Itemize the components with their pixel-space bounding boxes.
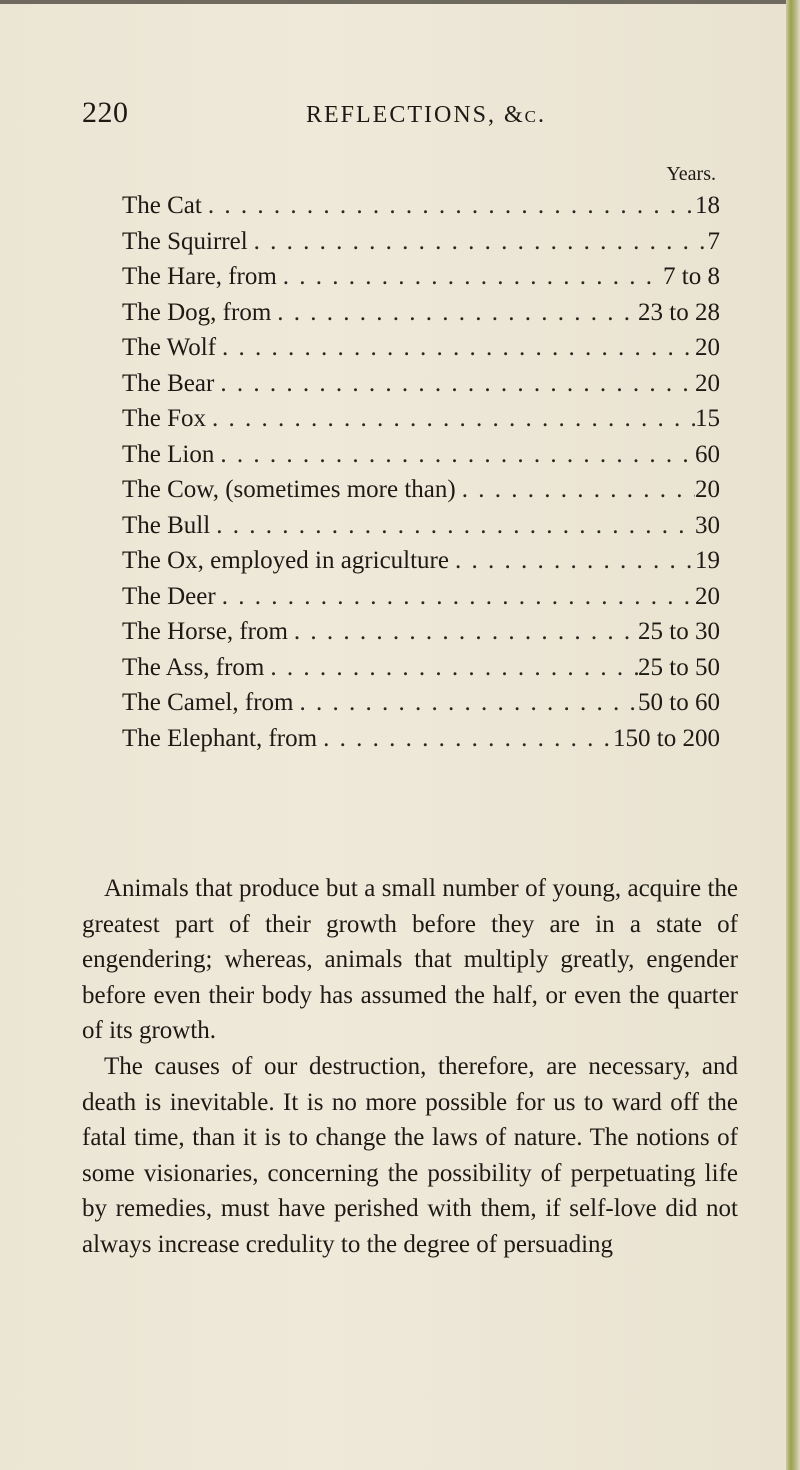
- paragraph: Animals that produce but a small number of young, acquire the greatest part of their growth before they are in a state of engendering; whereas, animals that multiply greatly, engender before even their body has assumed the half, or even the quarter of its growth.: [82, 875, 738, 1045]
- dot-leader: [206, 401, 695, 437]
- lifespan-years: 25 to 30: [638, 618, 720, 645]
- dot-leader: [216, 330, 695, 366]
- dot-leader: [271, 295, 638, 331]
- lifespan-table: [122, 160, 720, 756]
- top-edge-rule: [0, 0, 790, 4]
- dot-leader: [216, 579, 695, 615]
- lifespan-years: 150 to 200: [613, 724, 720, 752]
- lifespan-years: 20: [695, 334, 720, 361]
- page-header: [82, 96, 760, 140]
- table-row: [122, 295, 720, 331]
- table-row: [122, 508, 720, 544]
- animal-name: The Camel, from: [122, 689, 294, 716]
- table-row: [122, 366, 720, 402]
- animal-name: The Cow, (sometimes more than): [122, 476, 456, 503]
- table-row: [122, 401, 720, 437]
- table-row: [122, 721, 720, 757]
- table-row: [122, 685, 720, 721]
- lifespan-years: 7 to 8: [663, 263, 720, 290]
- table-row: [122, 579, 720, 615]
- lifespan-years: 60: [695, 440, 720, 468]
- dot-leader: [214, 437, 695, 473]
- animal-name: The Hare, from: [122, 263, 277, 290]
- animal-name: The Ass, from: [122, 653, 265, 681]
- table-row: [122, 437, 720, 473]
- table-row: [122, 543, 720, 579]
- table-row: [122, 330, 720, 366]
- dot-leader: [456, 472, 695, 508]
- table-row: [122, 614, 720, 650]
- animal-name: The Elephant, from: [122, 724, 318, 752]
- animal-name: The Cat: [122, 192, 202, 219]
- dot-leader: [248, 224, 708, 260]
- table-row: [122, 259, 720, 295]
- dot-leader: [210, 508, 695, 544]
- animal-name: The Deer: [122, 582, 216, 610]
- lifespan-years: 18: [695, 192, 720, 219]
- dot-leader: [288, 614, 638, 650]
- paragraph: The causes of our destruction, therefore, are necessary, and death is inevitable. It is no more possible for us to ward off the fatal time, than it is to change the laws of nature. The notions of some visionaries, concerning the possibility of perpetuating life by remedies, must have perished with them, if self-love did not always increase credulity to the degree of persuading: [82, 1052, 738, 1258]
- animal-name: The Dog, from: [122, 298, 272, 326]
- animal-name: The Horse, from: [122, 618, 288, 645]
- body-text: [82, 871, 738, 1263]
- dot-leader: [277, 259, 663, 295]
- animal-name: The Squirrel: [122, 227, 248, 255]
- animal-name: The Fox: [122, 405, 207, 432]
- table-row: [122, 472, 720, 508]
- lifespan-years: 20: [695, 582, 720, 610]
- table-row: [122, 650, 720, 686]
- lifespan-years: 15: [695, 405, 720, 432]
- lifespan-years: 20: [695, 369, 720, 397]
- years-column-heading: Years.: [666, 163, 716, 185]
- lifespan-years: 23 to 28: [638, 298, 720, 326]
- animal-name: The Bear: [122, 369, 215, 397]
- table-row: [122, 188, 720, 224]
- lifespan-years: 30: [695, 511, 720, 539]
- animal-name: The Wolf: [122, 334, 217, 361]
- lifespan-years: 50 to 60: [638, 689, 720, 716]
- dot-leader: [317, 721, 613, 757]
- lifespan-years: 19: [695, 547, 720, 574]
- lifespan-years: 7: [707, 227, 720, 255]
- dot-leader: [264, 650, 638, 686]
- animal-name: The Bull: [122, 511, 211, 539]
- dot-leader: [202, 188, 695, 224]
- running-head: REFLECTIONS, &c.: [306, 102, 547, 128]
- book-spine-edge: [786, 0, 800, 1470]
- lifespan-years: 20: [695, 476, 720, 503]
- animal-name: The Lion: [122, 440, 215, 468]
- animal-name: The Ox, employed in agriculture: [122, 547, 449, 574]
- lifespan-years: 25 to 50: [638, 653, 720, 681]
- page-number: 220: [82, 96, 129, 129]
- dot-leader: [214, 366, 695, 402]
- dot-leader: [293, 685, 638, 721]
- table-row: [122, 224, 720, 260]
- dot-leader: [449, 543, 695, 579]
